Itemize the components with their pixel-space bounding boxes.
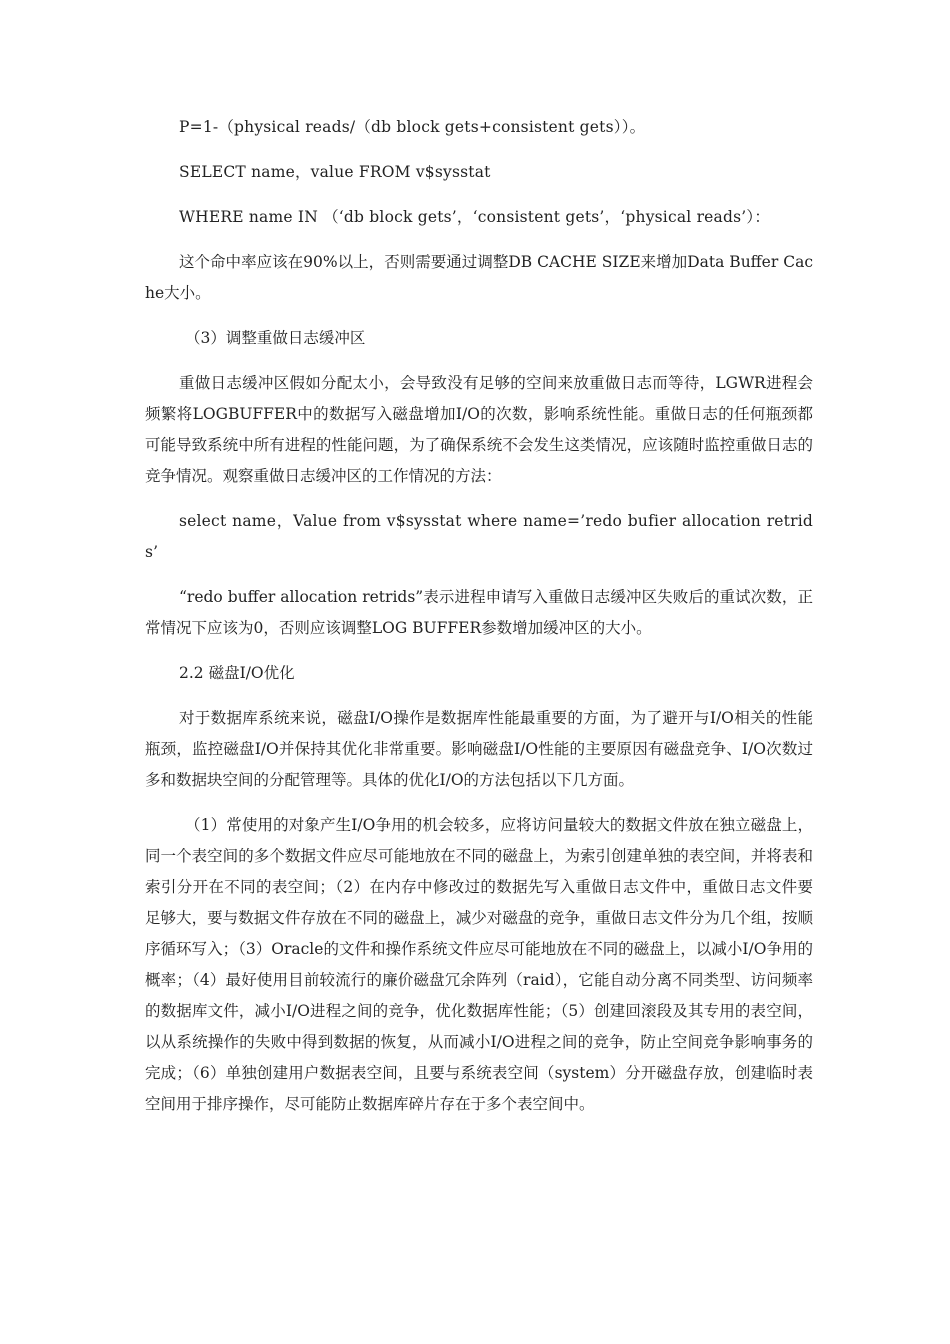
redo-retries-paragraph: “redo buffer allocation retrids”表示进程申请写入重做日志缓冲区失败后的重试次数，正常情况下应该为0，否则应该调整LOG BUFFER参数增加缓冲区的大小。 (145, 588, 813, 637)
document-body (145, 112, 813, 1134)
disk-io-intro-paragraph: 对于数据库系统来说，磁盘I/O操作是数据库性能最重要的方面，为了避开与I/O相关的性能瓶颈，监控磁盘I/O并保持其优化非常重要。影响磁盘I/O性能的主要原因有磁盘竞争、I/O次数过多和数据块空间的分配管理等。具体的优化I/O的方法包括以下几方面。 (145, 709, 813, 789)
section-heading-disk-io: 2.2 磁盘I/O优化 (179, 664, 295, 682)
hit-rate-paragraph: 这个命中率应该在90%以上，否则需要通过调整DB CACHE SIZE来增加Data Buffer Cache大小。 (145, 253, 813, 302)
sql-redo-query: select name，Value from v$sysstat where name=’redo bufier allocation retrids’ (145, 512, 813, 561)
section-heading-redo-buffer: （3）调整重做日志缓冲区 (185, 329, 366, 347)
formula-line: P=1-（physical reads/（db block gets+consistent gets））。 (179, 118, 646, 136)
disk-io-methods-paragraph: （1）常使用的对象产生I/O争用的机会较多，应将访问量较大的数据文件放在独立磁盘上，同一个表空间的多个数据文件应尽可能地放在不同的磁盘上，为索引创建单独的表空间，并将表和索引分开在不同的表空间；（2）在内存中修改过的数据先写入重做日志文件中，重做日志文件要足够大，要与数据文件存放在不同的磁盘上，减少对磁盘的竞争，重做日志文件分为几个组，按顺序循环写入；（3）Oracle的文件和操作系统文件应尽可能地放在不同的磁盘上，以减小I/O争用的概率；（4）最好使用目前较流行的廉价磁盘冗余阵列（raid），它能自动分离不同类型、访问频率的数据库文件，减小I/O进程之间的竞争，优化数据库性能；（5）创建回滚段及其专用的表空间，以从系统操作的失败中得到数据的恢复，从而减小I/O进程之间的竞争，防止空间竞争影响事务的完成；（6）单独创建用户数据表空间，且要与系统表空间（system）分开磁盘存放，创建临时表空间用于排序操作，尽可能防止数据库碎片存在于多个表空间中。 (145, 816, 813, 1113)
sql-where-line: WHERE name IN （‘db block gets’，‘consistent gets’，‘physical reads’）： (179, 208, 771, 226)
sql-select-line: SELECT name，value FROM v$sysstat (179, 163, 491, 181)
redo-buffer-paragraph: 重做日志缓冲区假如分配太小，会导致没有足够的空间来放重做日志而等待，LGWR进程会频繁将LOGBUFFER中的数据写入磁盘增加I/O的次数，影响系统性能。重做日志的任何瓶颈都可能导致系统中所有进程的性能问题，为了确保系统不会发生这类情况，应该随时监控重做日志的竞争情况。观察重做日志缓冲区的工作情况的方法： (145, 374, 813, 485)
